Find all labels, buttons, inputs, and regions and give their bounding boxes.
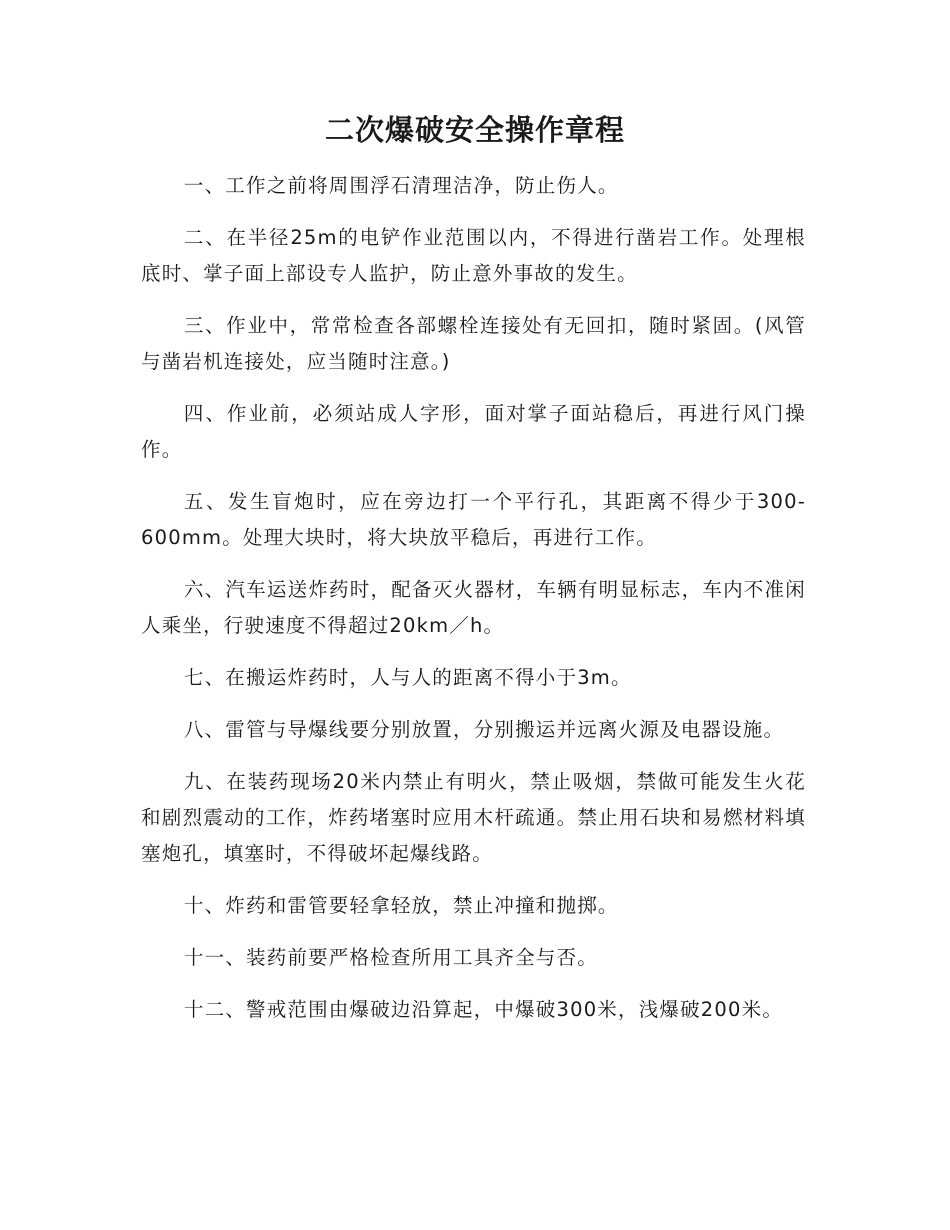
paragraph-5: 五、发生盲炮时，应在旁边打一个平行孔，其距离不得少于300-600mm。处理大块时，将大块放平稳后，再进行工作。 <box>141 490 806 549</box>
document-body <box>141 168 806 1044</box>
paragraph-3: 三、作业中，常常检查各部螺栓连接处有无回扣，随时紧固。(风管与凿岩机连接处，应当随时注意。) <box>141 314 806 373</box>
paragraph-6: 六、汽车运送炸药时，配备灭火器材，车辆有明显标志，车内不准闲人乘坐，行驶速度不得超过20km／h。 <box>141 578 806 637</box>
paragraph-10: 十、炸药和雷管要轻拿轻放，禁止冲撞和抛掷。 <box>183 894 619 917</box>
paragraph-1: 一、工作之前将周围浮石清理洁净，防止伤人。 <box>183 174 619 197</box>
paragraph-12: 十二、警戒范围由爆破边沿算起，中爆破300米，浅爆破200米。 <box>183 998 784 1021</box>
paragraph-11: 十一、装药前要严格检查所用工具齐全与否。 <box>183 946 598 969</box>
paragraph-9: 九、在装药现场20米内禁止有明火，禁止吸烟，禁做可能发生火花和剧烈震动的工作，炸药堵塞时应用木杆疏通。禁止用石块和易燃材料填塞炮孔，填塞时，不得破坏起爆线路。 <box>141 770 806 865</box>
document-title: 二次爆破安全操作章程 <box>324 113 625 147</box>
paragraph-7: 七、在搬运炸药时，人与人的距离不得小于3m。 <box>183 666 632 689</box>
paragraph-4: 四、作业前，必须站成人字形，面对掌子面站稳后，再进行风门操作。 <box>141 402 806 461</box>
paragraph-2: 二、在半径25m的电铲作业范围以内，不得进行凿岩工作。处理根底时、掌子面上部设专人监护，防止意外事故的发生。 <box>141 226 806 285</box>
paragraph-8: 八、雷管与导爆线要分别放置，分别搬运并远离火源及电器设施。 <box>183 718 785 741</box>
